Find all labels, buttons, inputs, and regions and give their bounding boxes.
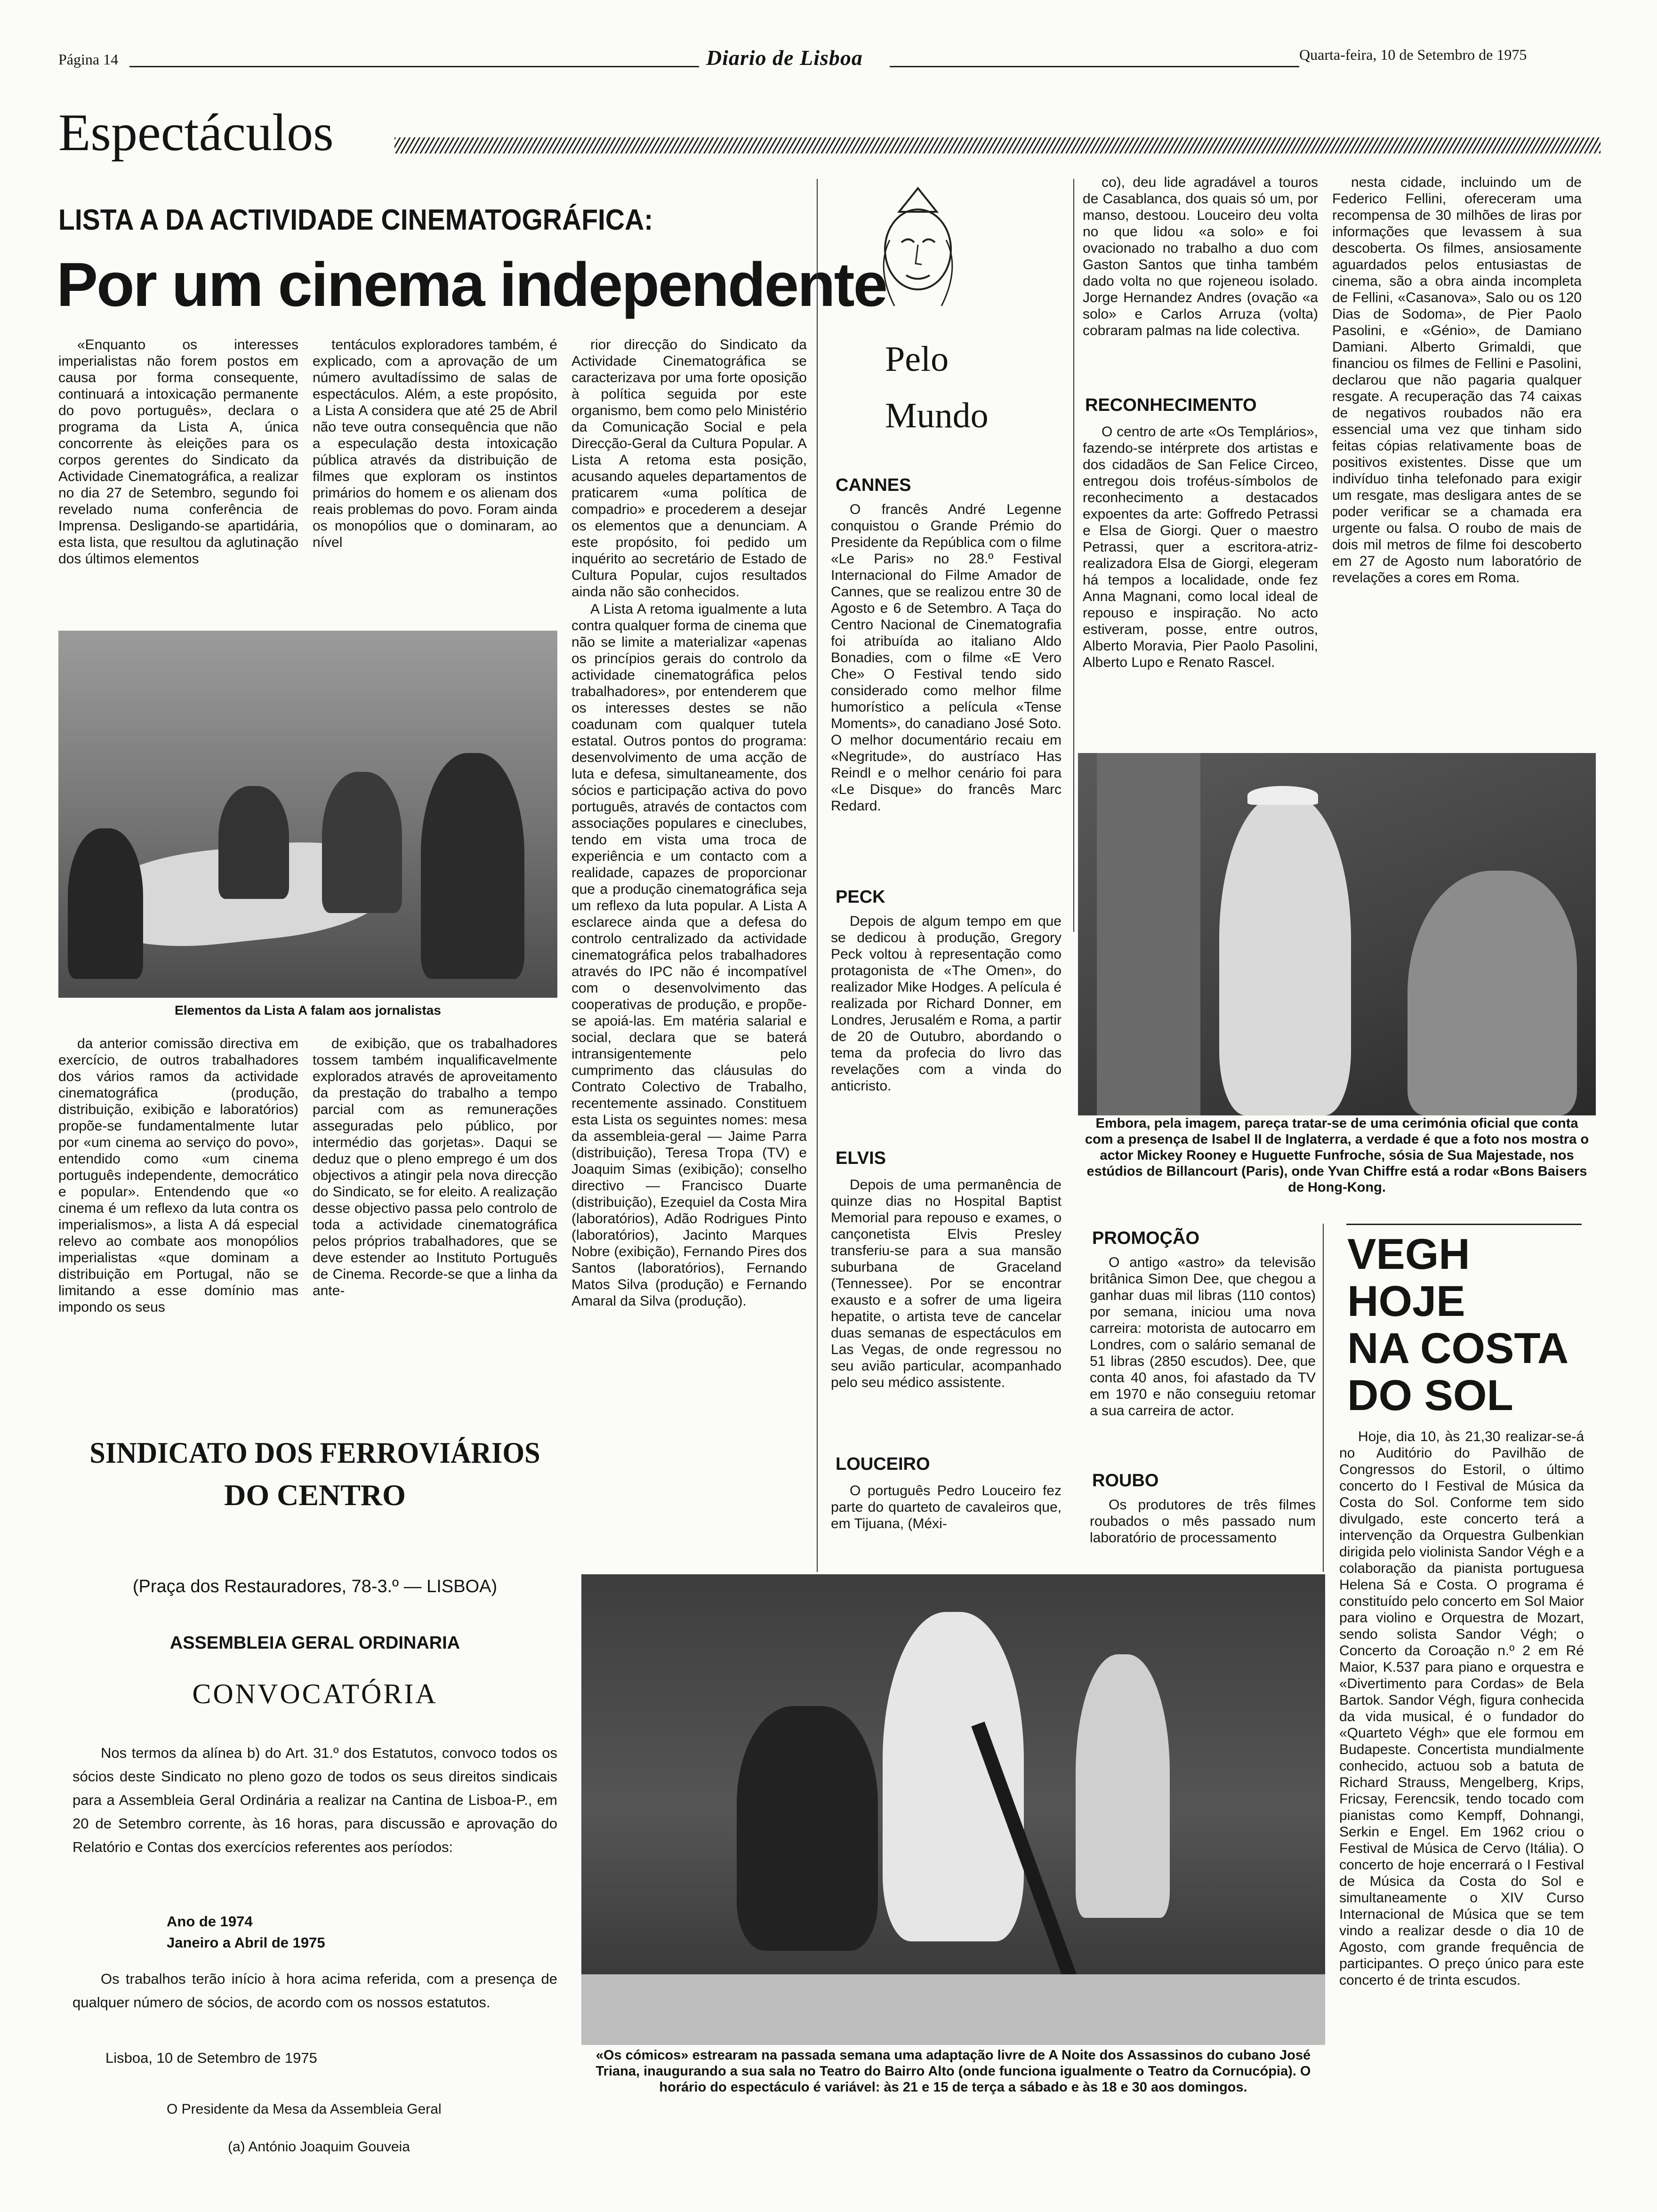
ad-convocatoria: CONVOCATÓRIA [192, 1678, 438, 1709]
ad-period1: Ano de 1974 [167, 1913, 253, 1930]
photo-figure-background [1097, 753, 1200, 1115]
ad-signature-name: (a) António Joaquim Gouveia [228, 2139, 410, 2155]
photo-figure-tiara [1247, 786, 1318, 805]
ad-signature-title: O Presidente da Mesa da Assembleia Geral [167, 2101, 442, 2117]
ad-dateline: Lisboa, 10 de Setembro de 1975 [105, 2050, 317, 2066]
article-col1-top: «Enquanto os interesses imperialistas não forem postos em causa por forma consequente, continuará a intoxicação permanente do povo português», declara o programa da Lista A, única concorrente às eleições para os corpos gerentes do Sindicato da Actividade Cinematográfica, a realizar no dia 27 de Setembro, segundo foi revelado numa conferência de Imprensa. Desligando-se apartidária, esta lista, que resultou da aglutinação dos últimos elementos [58, 337, 298, 567]
article-col2-bottom: de exibição, que os trabalhadores tossem também inqualificavelmente explorados através de aproveitamento da prestação do trabalho a tempo parcial com as remunerações asseguradas pelo público, por intermédio das gorjetas». Daqui se deduz que o pleno emprego é um dos objectivos a atingir pela nova direcção do Sindicato, se for eleito. A realização desse objectivo passa pelo controlo de toda a actividade cinematográfica pelos próprios trabalhadores, que se deve estender ao Instituto Português de Cinema. Recorde-se que a linha da ante- [313, 1036, 557, 1298]
photo-person [322, 772, 402, 913]
louceiro-subhead: LOUCEIRO [836, 1454, 930, 1474]
pelo-mundo-title-2: Mundo [885, 396, 989, 435]
press-conference-photo [58, 631, 557, 998]
pelo-mundo-title-1: Pelo [885, 339, 949, 379]
photo-person [421, 753, 524, 979]
vegh-headline-2: HOJE [1347, 1277, 1465, 1325]
section-hatch-rule [394, 137, 1601, 153]
article-col2-top: tentáculos exploradores também, é explicado, com a aprovação de um número avultadíssimo de salas de espectáculos. Além, a este propósito, a Lista A considera que até 25 de Abril não teve outra consequência que não a especulação desta intoxicação pública através da distribuição de filmes que exploram os instintos primários do homem e os alienam dos reais problemas do povo. Foram ainda os monopólios que o dominaram, ao nível [313, 337, 557, 550]
vegh-text: Hoje, dia 10, às 21,30 realizar-se-á no Auditório do Pavilhão de Congressos do Estoril, o último concerto do I Festival de Música da Costa do Sol. Conforme tem sido divulgado, este concerto terá a intervenção da Orquestra Gulbenkian dirigida pelo violinista Sandor Végh e a colaboração da pianista portuguesa Helena Sá e Costa. O programa é constituído pelo concerto em Sol Maior para violino e Orquestra de Mozart, sendo solista Sandor Végh; o Concerto da Coroação n.º 2 em Ré Maior, K.537 para piano e orquestra e «Divertimento para Cordas» de Bela Bartok. Sandor Végh, figura conhecida da vida musical, é o fundador do «Quarteto Végh» que ele formou em Budapeste. Concertista mundialmente conhecido, actuou sob a batuta de Richard Strauss, Mengelberg, Krips, Fricsay, Ferencsik, tendo tocado com pianistas como Kempff, Dohnangi, Serkin e Engel. Em 1962 criou o Festival de Música de Cervo (Itália). O concerto de hoje encerrará o I Festival de Música da Costa do Sol e simultaneamente o XIV Curso Internacional de Música que se tem vindo a realizar desde o dia 10 de Agosto, com grande frequência de participantes. O preço único para este concerto é de trinta escudos. [1339, 1429, 1584, 1988]
newspaper-name: Diario de Lisboa [706, 46, 863, 70]
ad-body2: Os trabalhos terão início à hora acima referida, com a presença de qualquer número de sócios, de acordo com os nossos estatutos. [72, 1971, 557, 2011]
masthead-rule-left [129, 66, 699, 67]
photo-figure-actor [1408, 871, 1577, 1115]
photo-figure-lookalike [1219, 795, 1351, 1115]
promocao-subhead: PROMOÇÃO [1092, 1228, 1199, 1248]
pelo-mundo-illustration [847, 184, 989, 325]
theatre-photo [581, 1574, 1325, 2045]
column-rule [817, 179, 818, 1572]
photo-floor [581, 1974, 1325, 2045]
article-headline: Por um cinema independente [56, 250, 887, 319]
roubo-text: Os produtores de três filmes roubados o mês passado num laboratório de processamento [1090, 1497, 1316, 1546]
ad-title-line2: DO CENTRO [224, 1478, 406, 1512]
cannes-text: O francês André Legenne conquistou o Grande Prémio do Presidente da República com o filme «Le Paris» no 28.º Festival Internacional do Filme Amador de Cannes, que se realizou entre 30 de Agosto e 6 de Setembro. A Taça do Centro Nacional de Cinematografia foi atribuída ao italiano Aldo Bonadies, com o filme «E Vero Che» O Festival tendo sido considerado como melhor filme humorístico a película «Tense Moments», do canadiano José Soto. O melhor documentário recaiu em «Negritude», do austríaco Has Reindl e o melhor cenário foi para «Le Disque» do francês Marc Redard. [831, 502, 1062, 814]
ad-assembly: ASSEMBLEIA GERAL ORDINARIA [169, 1633, 460, 1653]
article-col3: rior direcção do Sindicato da Actividade Cinematográfica se caracterizava por uma forte oposição à política seguida por este organismo, bem como pelo Ministério da Comunicação Social e pela Direcção-Geral da Cultura Popular. A Lista A retoma esta posição, acusando aqueles departamentos de praticarem «uma política de compadrio» e procederem a desejar os elementos que a denunciam. A este propósito, foi pedido um inquérito ao secretário de Estado de Cultura Popular, cujos resultados ainda não são conhecidos. A Lista A retoma igualmente a luta contra qualquer forma de cinema que não se limite a materializar «apenas os princípios gerais do controlo da actividade cinematográfica pelos trabalhadores», por entenderem que os interesses destes se não coadunam com qualquer tutela estatal. Outros pontos do programa: desenvolvimento de uma acção de luta e defesa, simultaneamente, dos sócios e participação activa do povo português, através de contactos com associações populares e cineclubes, tendo em vista uma troca de experiência e um contacto com a realidade, capazes de proporcionar que a produção cinematográfica seja um reflexo da luta popular. A Lista A esclarece ainda que a defesa do controlo centralizado da actividade cinematográfica pelos trabalhadores através do IPC não é incompatível com o desenvolvimento das cooperativas de produção, e propõe-se apoiá-las. Em matéria salarial e social, declara que se baterá intransigentemente pelo cumprimento das cláusulas do Contrato Colectivo de Trabalho, recentemente assinado. Constituem esta Lista os seguintes nomes: mesa da assembleia-geral — Jaime Parra (distribuição), Teresa Tropa (TV) e Joaquim Simas (exibição); conselho directivo — Francisco Duarte (distribuição), Ezequiel da Costa Mira (laboratórios), Adão Rodrigues Pinto (laboratórios), Jacinto Marques Nobre (exibição), Fernando Pires dos Santos (laboratórios), Fernando Matos Silva (produção) e Fernando Amaral da Silva (produção). [571, 337, 807, 1309]
col5-text: co), deu lide agradável a touros de Casablanca, dos quais só um, por manso, destoou. Louceiro deu volta no que lidou «a solo» e foi ovacionado no trabalho a duo com Gaston Santos que tinha também dado volta no que rojeneou isolado. Jorge Hernandez Andres (ovação «a solo» e Carlos Arruza (volta) cobraram palmas na lide colectiva. [1083, 175, 1318, 338]
photo-figure-child [1076, 1654, 1170, 1918]
masthead-rule-right [890, 66, 1299, 67]
union-notice-ad [58, 1421, 571, 2184]
louceiro-text: O português Pedro Louceiro fez parte do quarteto de cavaleiros que, em Tijuana, (Méxi- [831, 1483, 1062, 1531]
reconhecimento-text: O centro de arte «Os Templários», fazendo-se intérprete dos artistas e dos cidadãos de San Felice Circeo, entregou dois troféus-símbolos de reconhecimento a destacados expoentes da arte: Goffredo Petrassi e Elsa de Giorgi. Quer o maestro Petrassi, quer a escritora-atriz-realizadora Elsa de Giorgi, elegeram há tempos a localidade, onde fez Anna Magnani, como local ideal de repouso e inspiração. No acto estiveram, posse, entre outros, Alberto Moravia, Pier Paolo Pasolini, Alberto Lupo e Renato Rascel. [1083, 424, 1318, 670]
photo-person [68, 828, 143, 979]
vegh-rule [1346, 1224, 1582, 1225]
roubo-subhead: ROUBO [1092, 1471, 1159, 1491]
vegh-headline-3: NA COSTA [1347, 1324, 1569, 1372]
photo-figure-kneeling-man [737, 1706, 878, 1951]
cannes-subhead: CANNES [836, 475, 911, 495]
press-photo-caption: Elementos da Lista A falam aos jornalistas [175, 1003, 441, 1018]
article-kicker: LISTA A DA ACTIVIDADE CINEMATOGRÁFICA: [58, 204, 653, 236]
photo-person [218, 786, 289, 899]
queen-photo-caption: Embora, pela imagem, pareça tratar-se de uma cerimónia oficial que conta com a presença de Isabel II de Inglaterra, a verdade é que a foto nos mostra o actor Mickey Rooney e Huguette Funfroche, sósia de Sua Majestade, nos estúdios de Billancourt (Paris), onde Yvan Chiffre está a rodar «Bons Baisers de Hong-Kong. [1085, 1116, 1589, 1195]
column-rule [1323, 1224, 1324, 1572]
peck-text: Depois de algum tempo em que se dedicou à produção, Gregory Peck voltou à representação como protagonista de «The Omen», do realizador Mike Hodges. A película é realizada por Richard Donner, em Londres, Jerusalém e Roma, a partir de 20 de Outubro, abordando o tema da profecia do livro das revelações com a vinda do anticristo. [831, 914, 1062, 1094]
ad-body1: Nos termos da alínea b) do Art. 31.º dos Estatutos, convoco todos os sócios deste Sindicato no pleno gozo de todos os seus direitos sindicais para a Assembleia Geral Ordinária a realizar na Cantina de Lisboa-P., em 20 de Setembro corrente, às 16 horas, para discussão e aprovação do Relatório e Contas dos exercícios referentes aos períodos: [72, 1745, 557, 1855]
peck-subhead: PECK [836, 887, 885, 907]
vegh-headline-1: VEGH [1347, 1230, 1470, 1278]
col6-text: nesta cidade, incluindo um de Federico Fellini, ofereceram uma recompensa de 30 milhões de liras por informações que levassem à sua descoberta. Os filmes, ansiosamente aguardados pelos entusiastas de cinema, são a obra ainda incompleta de Fellini, «Casanova», Salo ou os 120 Dias de Sodoma», de Pier Paolo Pasolini, e «Génio», de Damiano Damiani. Alberto Grimaldi, que financiou os filmes de Fellini e Pasolini, declarou que não pagaria qualquer resgate. A recuperação das 74 caixas de negativos roubados não era essencial uma vez que tinham sido feitas cópias relativamente boas de positivos existentes. Disse que um indivíduo tinha telefonado para exigir um resgate, mas desligara antes de se poder verificar se a chamada era urgente ou falsa. O roubo de mais de dois mil metros de filme foi descoberto em 27 de Agosto num laboratório de revelações a cores em Roma. [1332, 175, 1582, 585]
reconhecimento-subhead: RECONHECIMENTO [1085, 395, 1257, 415]
column-rule [1073, 179, 1074, 932]
theatre-photo-caption: «Os cómicos» estrearam na passada semana uma adaptação livre de A Noite dos Assassinos do cubano José Triana, inaugurando a sua sala no Teatro do Bairro Alto (onde funciona igualmente o Teatro da Cornucópia). O horário do espectáculo é variável: às 21 e 15 de terça a sábado e às 18 e 30 aos domingos. [595, 2048, 1311, 2095]
page-number: Página 14 [58, 51, 119, 68]
vegh-headline-4: DO SOL [1347, 1371, 1513, 1419]
elvis-subhead: ELVIS [836, 1148, 886, 1168]
ad-title-line1: SINDICATO DOS FERROVIÁRIOS [89, 1436, 540, 1469]
article-col1-bottom: da anterior comissão directiva em exercício, de outros trabalhadores dos vários ramos da actividade cinematográfica (produção, distribuição, exibição e laboratórios) propõe-se fundamentalmente lutar por «um cinema ao serviço do povo», entendido como «um cinema português independente, democrático e popular». Entendendo que «o cinema é um reflexo da luta contra os imperialismos», a lista A dá especial relevo ao combate aos monopólios imperialistas «que dominam a distribuição em Portugal, não se limitando a esse domínio mas impondo os seus [58, 1036, 298, 1315]
section-title: Espectáculos [58, 104, 334, 162]
ad-address: (Praça dos Restauradores, 78-3.º — LISBOA) [132, 1577, 498, 1596]
queen-lookalike-photo [1078, 753, 1596, 1115]
ad-period2: Janeiro a Abril de 1975 [167, 1934, 325, 1951]
promocao-text: O antigo «astro» da televisão britânica Simon Dee, que chegou a ganhar duas mil libras (110 contos) por semana, iniciou uma nova carreira: motorista de autocarro em Londres, com o salário semanal de 51 libras (2850 escudos). Dee, que conta 40 anos, foi afastado da TV em 1970 e não conseguiu retomar a sua carreira de actor. [1090, 1255, 1316, 1419]
issue-date: Quarta-feira, 10 de Setembro de 1975 [1299, 46, 1527, 63]
elvis-text: Depois de uma permanência de quinze dias no Hospital Baptist Memorial para repouso e exames, o cançonetista Elvis Presley transferiu-se para a sua mansão suburbana de Graceland (Tennessee). Por se encontrar exausto e a sofrer de uma ligeira hepatite, o artista teve de cancelar duas semanas de espectáculos em Las Vegas, de onde regressou no seu avião particular, acompanhado pelo seu médico assistente. [831, 1177, 1062, 1390]
